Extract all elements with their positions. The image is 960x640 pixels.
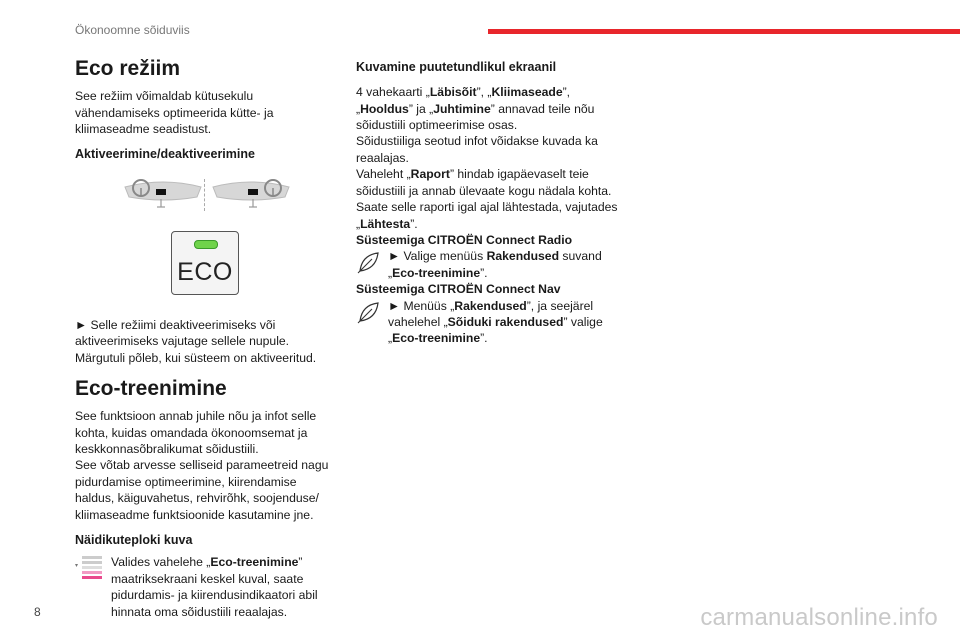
instrument-panel-row [75,554,337,620]
connect-radio-title: Süsteemiga CITROËN Connect Radio [356,232,573,247]
connect-nav-title: Süsteemiga CITROËN Connect Nav [356,282,561,297]
touchscreen-para1: 4 vahekaarti „Läbisõit”, „Kliimaseade”, „Hooldus” ja „Juhtimine” annavad teile nõu sõidustiili optimeerimise osas. [356,85,595,133]
watermark: carmanualsonline.info [700,604,938,631]
report-para: Vaheleht „Raport” hindab igapäevaselt teie sõidustiili ja annab ülevaate kogu nädala kohta. Saate selle raporti igal ajal lähtestada, vajutades „Lähtesta”. [356,167,618,231]
eco-mode-title: Eco režiim [75,57,181,80]
eco-indicator-light [194,240,218,249]
eco-mode-intro: See režiim võimaldab kütusekulu vähendamiseks optimeerida kütte- ja kliimaseadme seadistust. [75,89,274,137]
diagram-divider [204,179,205,211]
connect-radio-row [356,248,626,281]
section-header: Ökonoomne sõiduviis [75,23,190,37]
left-column [75,56,337,620]
touchscreen-subtitle: Kuvamine puutetundlikul ekraanil [356,60,557,74]
eco-training-para1: See funktsioon annab juhile nõu ja infot selle kohta, kuidas omandada ökonoomsemat ja keskkonnasõbralikumat sõidustiili. [75,409,317,456]
eco-training-para2: See võtab arvesse selliseid parameetreid nagu pidurdamise optimeerimine, kiirendamise haldus, käiguvahetus, rehvirõhk, soojenduse/ kliimaseadme funktsioonide kasutamine jne. [75,458,329,522]
touchscreen-para2: Sõidustiiliga seotud infot võidakse kuvada ka reaalajas. [356,134,598,165]
instrument-panel-text: Valides vahelehe „Eco-treenimine” maatriksekraani keskel kuval, saate pidurdamis- ja kiirendusindikaatori abil hinnata oma sõidustiili reaalajas. [111,555,318,619]
page-number: 8 [34,605,41,619]
eco-button-diagram [75,169,337,317]
dashboard-rhd-icon [211,175,291,215]
eco-mode-instruction: ► Selle režiimi deaktiveerimiseks või aktiveerimiseks vajutage sellele nupule. Märgutuli põleb, kui süsteem on aktiveeritud. [75,317,317,365]
eco-button-label: ECO [177,257,233,286]
right-column [356,56,626,347]
header-accent-bar [488,29,960,34]
dashboard-lhd-icon [123,175,203,215]
eco-training-title: Eco-treenimine [75,376,227,400]
connect-nav-text: ► Menüüs „Rakendused”, ja seejärel vahelehel „Sõiduki rakendused” valige „Eco-treenimine”. [388,298,603,346]
instrument-panel-icon [75,555,105,581]
instrument-panel-subtitle: Näidikuteploki kuva [75,533,193,548]
eco-leaf-icon [356,249,382,275]
activation-subtitle: Aktiveerimine/deaktiveerimine [75,147,255,162]
connect-nav-row [356,298,626,347]
eco-button [171,231,239,295]
eco-leaf-icon [356,299,382,325]
svg-text:▾: ▾ [75,562,79,570]
connect-radio-text: ► Valige menüüs Rakendused suvand „Eco-treenimine”. [388,249,602,280]
